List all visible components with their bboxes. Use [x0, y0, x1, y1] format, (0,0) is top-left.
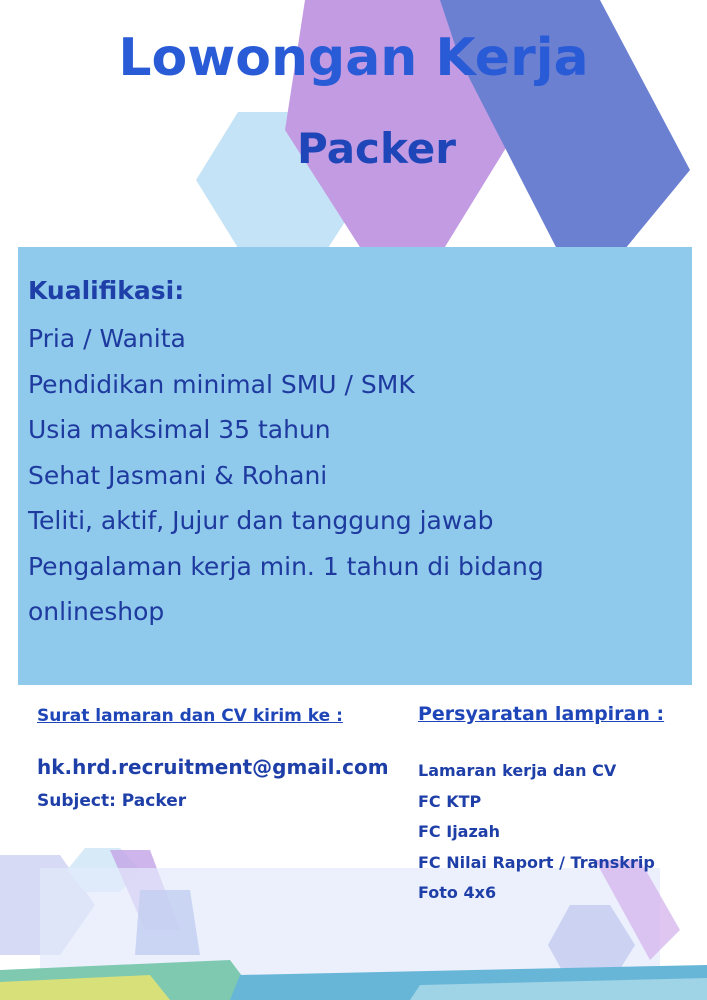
requirements-heading: Persyaratan lampiran : [418, 703, 665, 725]
requirements-list [418, 756, 703, 909]
contact-email[interactable]: hk.hrd.recruitment@gmail.com [37, 755, 389, 779]
job-position-title: Packer [297, 124, 456, 173]
page-title: Lowongan Kerja [118, 28, 589, 88]
qualification-item: Pengalaman kerja min. 1 tahun di bidang [28, 551, 544, 581]
qualification-item: Usia maksimal 35 tahun [28, 415, 331, 444]
requirement-item: Foto 4x6 [418, 883, 497, 902]
qualifications-heading: Kualifikasi: [28, 276, 185, 305]
qualifications-list [28, 316, 678, 635]
qualification-item: Sehat Jasmani & Rohani [28, 460, 328, 490]
qualification-item: onlineshop [28, 597, 165, 626]
requirement-item: FC KTP [418, 791, 482, 811]
email-subject: Subject: Packer [37, 791, 187, 811]
qualification-item: Teliti, aktif, Jujur dan tanggung jawab [28, 506, 494, 535]
requirement-item: FC Ijazah [418, 822, 500, 841]
send-application-label: Surat lamaran dan CV kirim ke : [37, 706, 343, 726]
requirement-item: FC Nilai Raport / Transkrip [418, 852, 655, 872]
qualification-item: Pendidikan minimal SMU / SMK [28, 369, 415, 399]
qualification-item: Pria / Wanita [28, 324, 186, 353]
requirement-item: Lamaran kerja dan CV [418, 761, 617, 780]
